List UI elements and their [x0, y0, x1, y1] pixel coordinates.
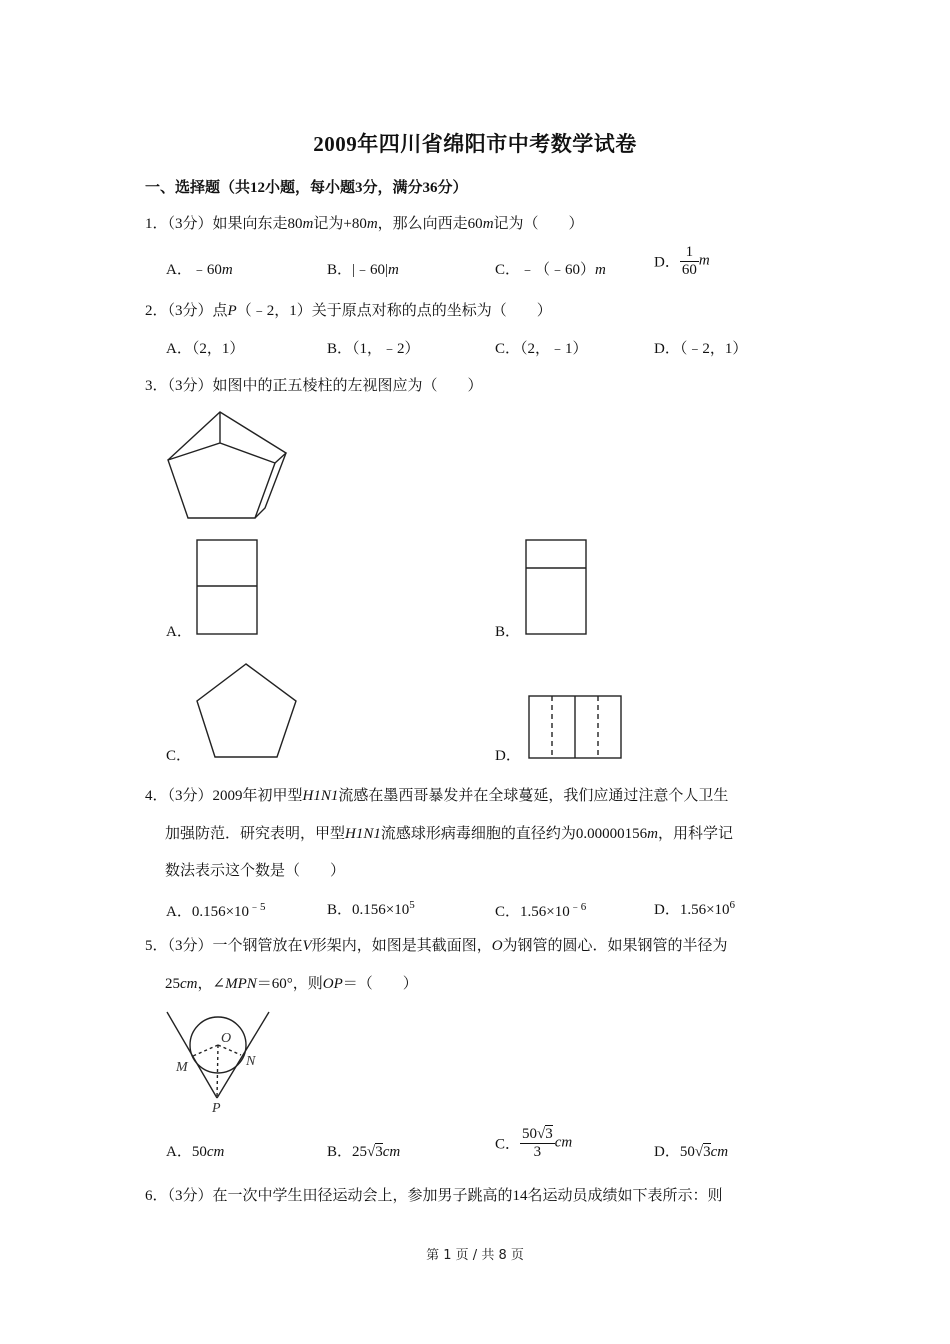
q5-v: V [302, 938, 312, 954]
q5-o: O [491, 938, 503, 954]
q4-option-a-text: A．0.156×10 [166, 904, 250, 920]
q5-option-d-radicand: 3 [703, 1144, 711, 1160]
q1-unit: m [482, 216, 494, 232]
q4-virus-name: H1N1 [345, 826, 381, 842]
q1-option-b[interactable] [327, 258, 399, 279]
q1-text-c: ，那么向西走60 [377, 216, 483, 232]
option-c-pentagon [197, 664, 296, 757]
q5-text-a: 5．（3分）一个钢管放在 [145, 938, 303, 954]
option-a-rect [197, 540, 257, 634]
q4-option-d-exponent: 6 [729, 899, 736, 911]
question-3-stem: 3．（3分）如图中的正五棱柱的左视图应为（ ） [145, 378, 483, 394]
q2-option-c[interactable]: C．（2，﹣1） [495, 341, 588, 357]
q5-numerator-radicand: 3 [545, 1126, 553, 1142]
q1-unit: m [366, 216, 378, 232]
q2-option-b[interactable]: B．（1，﹣2） [327, 341, 420, 357]
q1-unit: m [221, 262, 233, 278]
q1-text-d: 记为（ ） [493, 216, 584, 232]
q4-option-c-exponent: ﹣6 [569, 901, 587, 913]
q1-text-b: 记为+80 [313, 216, 367, 232]
q3-option-b-figure[interactable] [525, 539, 587, 635]
v-right-arm [217, 1012, 269, 1098]
q2-point: P [227, 303, 237, 319]
q2-option-d[interactable]: D．（﹣2，1） [654, 341, 748, 357]
q1-option-d[interactable] [654, 244, 710, 278]
question-5-line-1 [145, 934, 728, 955]
question-4-line-1 [145, 784, 728, 805]
q4-text-c: 加强防范．研究表明，甲型 [165, 826, 346, 842]
segment-on [218, 1045, 241, 1055]
q5-numerator-coef: 50 [522, 1126, 538, 1142]
q2-text-b: （﹣2，1）关于原点对称的点的坐标为（ ） [236, 303, 552, 319]
q4-option-d[interactable] [654, 898, 735, 919]
q5-option-d-text: D．50 [654, 1144, 695, 1160]
q4-option-b-exponent: 5 [409, 899, 415, 911]
q4-option-a[interactable] [166, 898, 266, 921]
q5-option-a-text: A．50 [166, 1144, 207, 1160]
q4-text-a: 4．（3分）2009年初甲型 [145, 788, 303, 804]
q4-option-c-text: C．1.56×10 [495, 904, 570, 920]
q1-unit: m [388, 262, 399, 278]
q5-unit: cm [382, 1144, 401, 1160]
question-6-stem: 6．（3分）在一次中学生田径运动会上，参加男子跳高的14名运动员成绩如下表所示：则 [145, 1188, 723, 1204]
segment-op [217, 1045, 218, 1098]
sqrt-icon: √ [367, 1144, 376, 1160]
q5-unit: cm [180, 976, 198, 992]
q3-option-b[interactable]: B． [495, 624, 521, 640]
q4-option-b-text: B．0.156×10 [327, 902, 410, 918]
q4-unit: m [647, 826, 658, 842]
label-m: M [176, 1060, 188, 1075]
q1-option-b-text: B．|﹣60| [327, 262, 389, 278]
q5-v-frame-figure [162, 1008, 277, 1116]
q5-text-b: 形架内，如图是其截面图， [311, 938, 492, 954]
q5-option-b[interactable] [327, 1140, 400, 1161]
q4-option-b[interactable] [327, 898, 415, 919]
question-4-line-3: 数法表示这个数是（ ） [165, 863, 346, 879]
q5-fraction-denominator: 3 [533, 1143, 542, 1160]
q3-prism-figure [160, 405, 300, 525]
q1-option-a[interactable] [166, 258, 233, 279]
q3-option-c-figure[interactable] [195, 662, 299, 760]
q5-option-b-text: B．25 [327, 1144, 368, 1160]
q5-text-c: 为钢管的圆心．如果钢管的半径为 [502, 938, 728, 954]
q4-option-c[interactable] [495, 898, 586, 921]
q3-option-a[interactable]: A． [166, 624, 192, 640]
question-2-stem [145, 299, 552, 320]
page-footer: 第 1 页 / 共 8 页 [426, 1248, 524, 1263]
q3-option-c[interactable]: C． [166, 748, 192, 764]
prism-front-face [168, 443, 275, 518]
q5-segment-name: OP [322, 976, 343, 992]
label-n: N [246, 1054, 256, 1069]
option-b-rect [526, 540, 586, 634]
q5-angle-name: MPN [225, 976, 257, 992]
q4-virus-name: H1N1 [302, 788, 339, 804]
question-5-line-2 [165, 972, 418, 993]
q1-fraction-denominator: 60 [681, 261, 697, 278]
q1-text-a: 1．（3分）如果向东走80 [145, 216, 303, 232]
q1-option-a-text: A．﹣60 [166, 262, 222, 278]
q5-fraction-numerator [520, 1126, 555, 1144]
q4-option-d-text: D．1.56×10 [654, 902, 730, 918]
section-heading: 一、选择题（共12小题，每小题3分，满分36分） [145, 180, 468, 196]
q5-text-f: ＝60°，则 [256, 976, 323, 992]
prism-side-edges [255, 453, 286, 518]
q4-option-a-exponent: ﹣5 [249, 901, 266, 913]
prism-top-edges [168, 412, 286, 463]
q5-text-e: ，∠ [197, 976, 226, 992]
q3-option-a-figure[interactable] [196, 539, 258, 635]
q2-option-a[interactable]: A．（2，1） [166, 341, 245, 357]
q5-option-c[interactable] [495, 1126, 572, 1160]
q5-text-g: ＝（ ） [342, 976, 418, 992]
page-title: 2009年四川省绵阳市中考数学试卷 [313, 132, 637, 156]
sqrt-icon: √ [537, 1126, 546, 1142]
q5-option-a[interactable] [166, 1140, 224, 1161]
q3-option-d[interactable]: D． [495, 748, 521, 764]
q5-text-d: 25 [165, 976, 180, 992]
q5-unit: cm [206, 1144, 225, 1160]
q1-fraction-numerator: 1 [680, 244, 699, 262]
q4-text-d: 流感球形病毒细胞的直径约为0.00000156 [380, 826, 648, 842]
q1-option-c-text: C．﹣（﹣60） [495, 262, 596, 278]
q1-unit: m [595, 262, 606, 278]
q2-text-a: 2．（3分）点 [145, 303, 228, 319]
q1-fraction [680, 244, 699, 278]
q4-text-b: 流感在墨西哥暴发并在全球蔓延，我们应通过注意个人卫生 [338, 788, 729, 804]
q5-fraction [520, 1126, 555, 1160]
q1-option-c[interactable] [495, 258, 606, 279]
q5-option-c-text: C． [495, 1136, 521, 1153]
q5-unit: cm [554, 1134, 573, 1151]
q1-option-d-text: D． [654, 254, 680, 271]
label-o: O [221, 1031, 232, 1046]
q1-unit: m [698, 252, 710, 269]
question-4-line-2 [165, 822, 733, 843]
segment-om [193, 1045, 218, 1056]
q3-option-d-figure[interactable] [528, 695, 622, 759]
question-1-stem [145, 212, 584, 233]
q4-text-e: ，用科学记 [657, 826, 733, 842]
sqrt-icon: √ [694, 1144, 704, 1160]
label-p: P [212, 1101, 221, 1116]
q5-option-b-radicand: 3 [375, 1144, 383, 1160]
q5-unit: cm [710, 1144, 729, 1160]
q1-unit: m [302, 216, 314, 232]
q5-option-d[interactable] [654, 1140, 728, 1161]
